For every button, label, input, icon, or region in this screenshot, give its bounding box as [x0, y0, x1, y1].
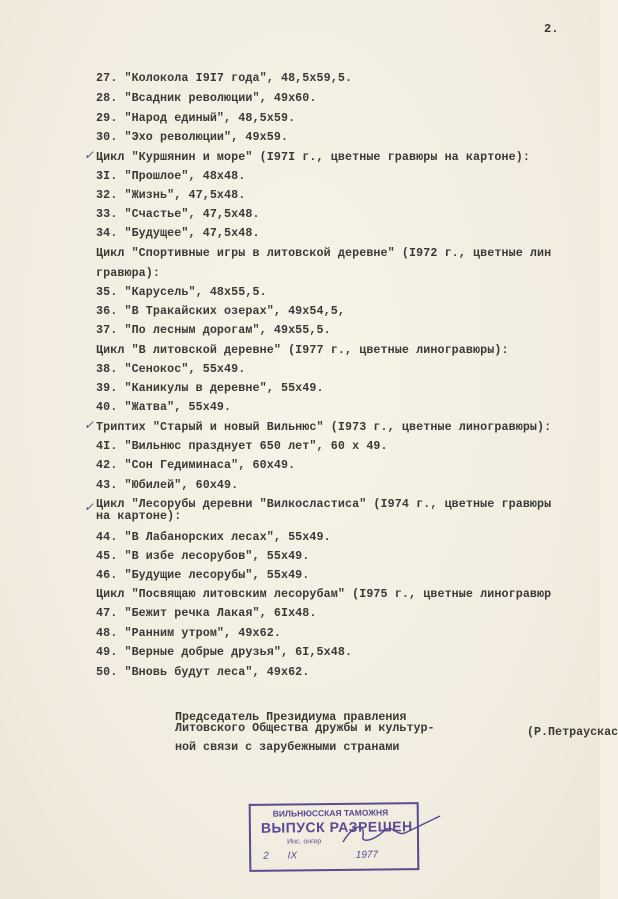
- list-line: 29. "Народ единый", 48,5x59.: [96, 111, 296, 125]
- check-mark-icon: ✓: [84, 149, 95, 163]
- list-line: 48. "Ранним утром", 49x62.: [96, 626, 281, 640]
- list-line: Триптих "Старый и новый Вильнюс" (I973 г., цветные линогравюры):: [96, 420, 552, 434]
- list-line: 40. "Жатва", 55x49.: [96, 400, 232, 414]
- list-line: 45. "В избе лесорубов", 55x49.: [96, 549, 310, 563]
- check-mark-icon: ✓: [84, 501, 95, 515]
- list-line: 4I. "Вильнюс празднует 650 лет", 60 x 49.: [96, 439, 388, 453]
- list-line: 32. "Жизнь", 47,5x48.: [96, 188, 246, 202]
- stamp-day: 2: [263, 850, 269, 862]
- list-line: 49. "Верные добрые друзья", 6I,5x48.: [96, 645, 353, 659]
- signature-line: Литовского Общества дружбы и культур-: [175, 721, 435, 735]
- list-line: 30. "Эхо революции", 49x59.: [96, 130, 289, 144]
- list-line: 28. "Всадник революции", 49x60.: [96, 91, 317, 105]
- list-line: на картоне):: [96, 509, 182, 523]
- list-line: Цикл "Спортивные игры в литовской деревне" (I972 г., цветные лин: [96, 246, 552, 260]
- signature-line: Председатель Президиума правления: [175, 710, 407, 724]
- list-line: 38. "Сенокос", 55x49.: [96, 362, 246, 376]
- stamp-line-2: ВЫПУСК РАЗРЕШЕН: [260, 818, 413, 836]
- page-number: 2.: [544, 22, 559, 36]
- list-line: 35. "Карусель", 48x55,5.: [96, 285, 267, 299]
- list-line: 46. "Будущие лесорубы", 55x49.: [96, 568, 310, 582]
- list-line: 3I. "Прошлое", 48x48.: [96, 169, 246, 183]
- check-mark-icon: ✓: [84, 419, 95, 433]
- list-line: 39. "Каникулы в деревне", 55x49.: [96, 381, 324, 395]
- stamp-line-3: Инс. онгер: [287, 838, 322, 846]
- signatory-name: (Р.Петраускас: [527, 725, 618, 739]
- list-line: Цикл "Куршянин и море" (I97I г., цветные гравюры на картоне):: [96, 150, 530, 164]
- handwritten-signature: [335, 812, 445, 852]
- signature-line: ной связи с зарубежными странами: [175, 740, 400, 754]
- list-line: 42. "Сон Гедиминаса", 60x49.: [96, 458, 296, 472]
- list-line: 50. "Вновь будут леса", 49x62.: [96, 665, 310, 679]
- list-line: 34. "Будущее", 47,5x48.: [96, 226, 260, 240]
- list-line: Цикл "Лесорубы деревни "Вилкосластиса" (I974 г., цветные гравюры: [96, 497, 552, 511]
- list-line: 27. "Колокола I9I7 года", 48,5x59,5.: [96, 71, 353, 85]
- list-line: 44. "В Лабанорских лесах", 55x49.: [96, 530, 331, 544]
- list-line: 36. "В Тракайских озерах", 49x54,5,: [96, 304, 345, 318]
- stamp-month: IX: [287, 850, 298, 862]
- list-line: 37. "По лесным дорогам", 49x55,5.: [96, 323, 331, 337]
- list-line: 43. "Юбилей", 60x49.: [96, 478, 239, 492]
- stamp-line-1: ВИЛЬНЮССКАЯ ТАМОЖНЯ: [272, 807, 389, 819]
- list-line: гравюра):: [96, 266, 161, 280]
- list-line: Цикл "В литовской деревне" (I977 г., цветные линогравюры):: [96, 343, 509, 357]
- list-line: 47. "Бежит речка Лакая", 6Ix48.: [96, 606, 317, 620]
- stamp-year: 1977: [355, 849, 379, 861]
- list-line: 33. "Счастье", 47,5x48.: [96, 207, 260, 221]
- list-line: Цикл "Посвящаю литовским лесорубам" (I975 г., цветные линогравюр: [96, 587, 552, 601]
